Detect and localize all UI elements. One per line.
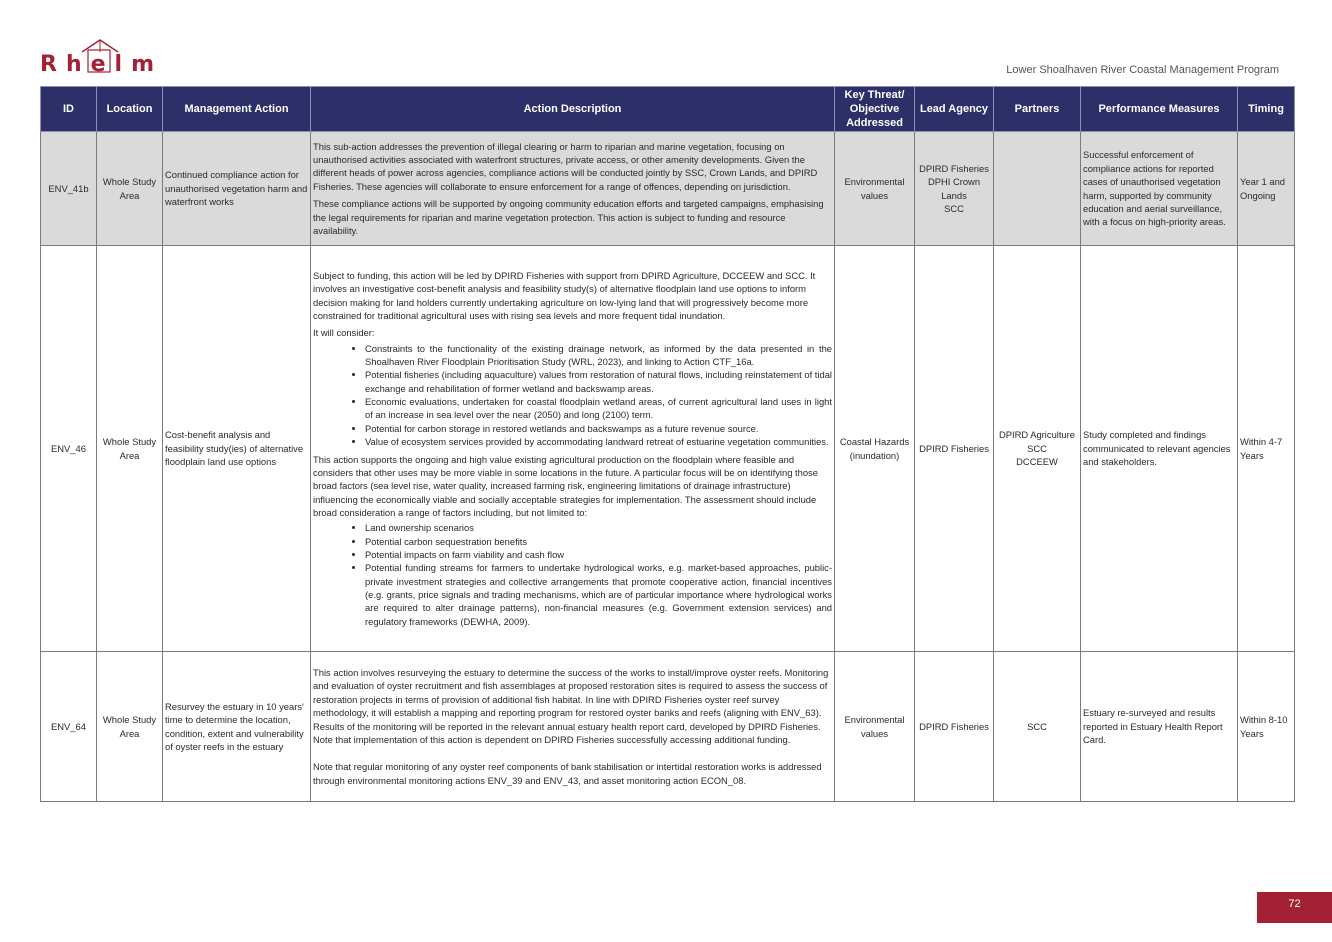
description-paragraph: These compliance actions will be supported by ongoing community education efforts and targeted campaigns, emphasising the legal requirements for riparian and marine vegetation protection. This action is subject to funding and resource availability. xyxy=(313,198,824,236)
list-item: • Potential impacts on farm viability and cash flow xyxy=(365,548,832,561)
cell-location: Whole Study Area xyxy=(97,652,163,802)
cell-action-description xyxy=(311,246,835,652)
list-item: • Potential carbon sequestration benefits xyxy=(365,535,832,548)
cell-key-threat: Coastal Hazards (inundation) xyxy=(835,246,915,652)
consideration-list xyxy=(313,342,832,449)
cell-location: Whole Study Area xyxy=(97,132,163,246)
cell-timing: Within 4-7 Years xyxy=(1238,246,1295,652)
cell-management-action: Continued compliance action for unauthorised vegetation harm and waterfront works xyxy=(163,132,311,246)
col-header-timing: Timing xyxy=(1238,87,1295,132)
lead-agency-name: DPIRD Fisheries xyxy=(919,442,989,454)
cell-lead-agency xyxy=(915,652,994,802)
cell-id: ENV_64 xyxy=(41,652,97,802)
cell-lead-agency xyxy=(915,246,994,652)
description-paragraph: This sub-action addresses the prevention of illegal clearing or harm to riparian and marine vegetation, focusing on unauthorised activities associated with waterfront structures, private access, or other amenity developments. Given the different heads of power across agencies, compliance actions will be conducted jointly by SSC, Crown Lands, and DPIRD Fisheries. These agencies will collaborate to ensure enforcement for a range of offences, depending on jurisdiction. xyxy=(313,140,818,192)
description-paragraph: This action involves resurveying the estuary to determine the success of the works to install/improve oyster reefs. Monitoring and evaluation of oyster recruitment and fish assemblages at proposed restoration sites is required to assess the success of restoration projects in terms of provision of additional fish habitat. In line with DPIRD Fisheries oyster reef survey methodology, it will establish a mapping and reporting program for restored oyster banks and reefs (aligning with ENV_63). Results of the monitoring will be reported in the relevant annual estuary health report card, developed by DPIRD Fisheries. Note that implementation of this action is dependent on DPIRD Fisheries successfully accessing additional funding. xyxy=(313,667,829,745)
col-header-location: Location xyxy=(97,87,163,132)
cell-performance-measures: Successful enforcement of compliance actions for reported cases of unauthorised vegetation harm, supported by community education and aerial surveillance, with a focus on high-priority areas. xyxy=(1081,132,1238,246)
list-item: • Potential fisheries (including aquaculture) values from restoration of natural flows, including reinstatement of tidal exchange and rehabilitation of former wetland and backswamp areas. xyxy=(365,368,832,395)
partner-name: DCCEEW xyxy=(1016,456,1058,468)
cell-partners xyxy=(994,652,1081,802)
col-header-action-description: Action Description xyxy=(311,87,835,132)
cell-key-threat: Environmental values xyxy=(835,132,915,246)
description-paragraph: Note that regular monitoring of any oyster reef components of bank stabilisation or intertidal restoration works is addressed through environmental monitoring actions ENV_39 and ENV_43, and asset monitoring action ECON_08. xyxy=(313,761,822,786)
description-paragraph: It will consider: xyxy=(313,327,375,339)
list-item: • Economic evaluations, undertaken for coastal floodplain wetland areas, of current agricultural land uses in light of an increase in sea level over the near (2050) and long (2100) term. xyxy=(365,395,832,422)
page-number: 72 xyxy=(1257,892,1332,923)
list-item: • Potential funding streams for farmers to undertake hydrological works, e.g. market-based approaches, public-private investment strategies and collective arrangements that promote cooperative action, financial incentives (e.g. grants, price signals and trading mechanisms, which are of particular importance where hydrological works are required to alter drainage patterns), non-financial measures (e.g. Government extension services) and regulatory frameworks (DEWHA, 2009). xyxy=(365,561,832,628)
col-header-performance-measures: Performance Measures xyxy=(1081,87,1238,132)
cell-partners xyxy=(994,132,1081,246)
cell-location: Whole Study Area xyxy=(97,246,163,652)
description-paragraph: Subject to funding, this action will be led by DPIRD Fisheries with support from DPIRD Agriculture, DCCEEW and SCC. It involves an investigative cost-benefit analysis and feasibility study(s) of alternative floodplain land use options to inform decision making for land holders currently undertaking agriculture on low-lying land that will progressively become more constrained for traditional agricultural uses with rising sea levels and more frequent tidal inundation. xyxy=(313,270,816,322)
cell-lead-agency xyxy=(915,132,994,246)
factor-list xyxy=(313,521,832,628)
cell-timing: Year 1 and Ongoing xyxy=(1238,132,1295,246)
document-title: Lower Shoalhaven River Coastal Management Program xyxy=(1006,64,1279,76)
cell-timing: Within 8-10 Years xyxy=(1238,652,1295,802)
cell-id: ENV_41b xyxy=(41,132,97,246)
lead-agency-name: DPIRD Fisheries xyxy=(919,162,989,174)
paragraph-spacer xyxy=(313,750,832,760)
cell-key-threat: Environmental values xyxy=(835,652,915,802)
cell-management-action: Resurvey the estuary in 10 years' time to determine the location, condition, extent and vulnerability of oyster reefs in the estuary xyxy=(163,652,311,802)
cell-management-action: Cost-benefit analysis and feasibility study(ies) of alternative floodplain land use options xyxy=(163,246,311,652)
partner-name: DPIRD Agriculture xyxy=(998,429,1076,441)
table-row xyxy=(41,246,1295,652)
cell-action-description xyxy=(311,652,835,802)
col-header-partners: Partners xyxy=(994,87,1081,132)
list-item: • Value of ecosystem services provided by accommodating landward retreat of estuarine vegetation communities. xyxy=(365,435,832,448)
cell-action-description xyxy=(311,132,835,246)
logo-wordmark: Rhelm xyxy=(40,52,163,77)
list-item: • Potential for carbon storage in restored wetlands and backswamps as a future revenue source. xyxy=(365,422,832,435)
col-header-lead-agency: Lead Agency xyxy=(915,87,994,132)
management-actions-table xyxy=(40,86,1295,802)
table-row xyxy=(41,132,1295,246)
cell-partners xyxy=(994,246,1081,652)
list-item: • Land ownership scenarios xyxy=(365,521,832,534)
col-header-management-action: Management Action xyxy=(163,87,311,132)
cell-performance-measures: Estuary re-surveyed and results reported in Estuary Health Report Card. xyxy=(1081,652,1238,802)
col-header-key-threat: Key Threat/ Objective Addressed xyxy=(835,87,915,132)
lead-agency-name: SCC xyxy=(944,202,964,214)
partner-name: SCC xyxy=(1027,442,1047,454)
col-header-id: ID xyxy=(41,87,97,132)
table-row xyxy=(41,652,1295,802)
lead-agency-name: DPHI Crown Lands xyxy=(927,176,981,201)
rhelm-logo xyxy=(40,38,163,80)
lead-agency-name: DPIRD Fisheries xyxy=(919,720,989,732)
partner-name: SCC xyxy=(1027,720,1047,732)
cell-performance-measures: Study completed and findings communicated to relevant agencies and stakeholders. xyxy=(1081,246,1238,652)
cell-id: ENV_46 xyxy=(41,246,97,652)
description-paragraph: This action supports the ongoing and high value existing agricultural production on the floodplain where feasible and considers that other uses may be more viable in some locations in the future. A particular focus will be on identifying those broad factors (sea level rise, water quality, increased farming risk, engineering limitations of drainage infrastructure) influencing the economically viable and socially acceptable strategies for implementation. The assessment should include broad consideration a range of factors including, but not limited to: xyxy=(313,453,818,518)
table-header-row xyxy=(41,87,1295,132)
list-item: • Constraints to the functionality of the existing drainage network, as informed by the data presented in the Shoalhaven River Floodplain Prioritisation Study (WRL, 2023), and linking to Action CTF_16a. xyxy=(365,342,832,369)
